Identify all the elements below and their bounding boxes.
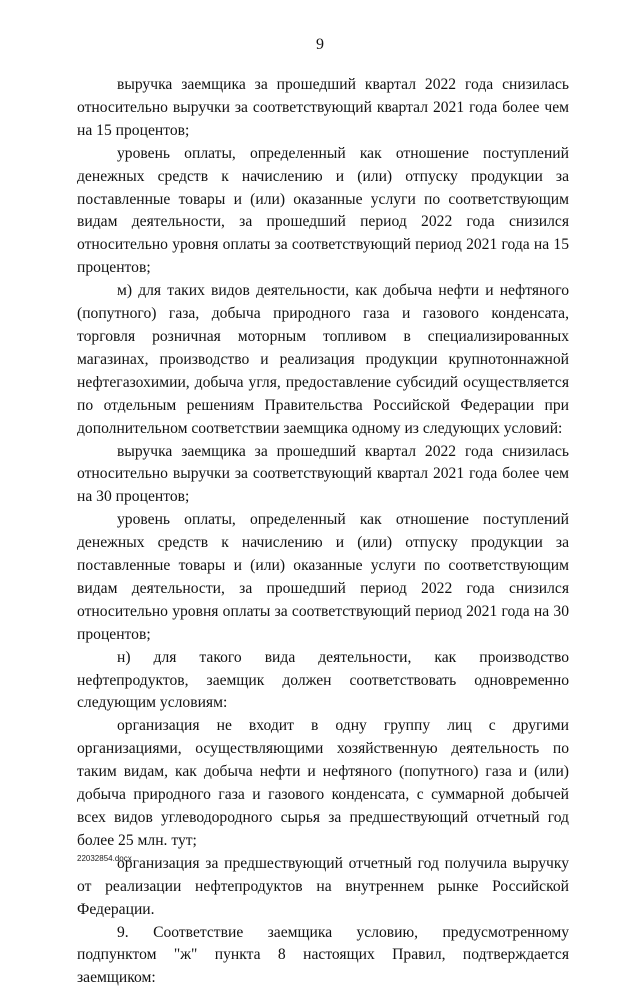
page-number: 9 xyxy=(316,36,324,53)
footer-document-code: 22032854.docx xyxy=(77,854,132,863)
document-body xyxy=(77,74,569,990)
paragraph: организация за предшествующий отчетный год получила выручку от реализации нефтепродуктов на внутреннем рынке Российской Федерации. xyxy=(77,854,569,918)
paragraph: организация не входит в одну группу лиц с другими организациями, осуществляющими хозяйственную деятельность по таким видам, как добыча нефти и нефтяного (попутного) газа и (или) добыча природного газа и газового конденсата, с суммарной добычей всех видов углеводородного сырья за предшествующий отчетный год более 25 млн. тут; xyxy=(77,717,569,849)
paragraph: выручка заемщика за прошедший квартал 2022 года снизилась относительно выручки за соответствующий квартал 2021 года более чем на 15 процентов; xyxy=(77,76,569,139)
paragraph: выручка заемщика за прошедший квартал 2022 года снизилась относительно выручки за соответствующий квартал 2021 года более чем на 30 процентов; xyxy=(77,442,569,506)
paragraph: уровень оплаты, определенный как отношение поступлений денежных средств к начислению и (или) отпуску продукции за поставленные товары и (или) оказанные услуги по соответствующим видам деятельности, за прошедший период 2022 года снизился относительно уровня оплаты за соответствующий период 2021 года на 30 процентов; xyxy=(77,511,569,643)
paragraph: м) для таких видов деятельности, как добыча нефти и нефтяного (попутного) газа, добыча природного газа и газового конденсата, торговля розничная моторным топливом в специализированных магазинах, производство и реализация продукции крупнотоннажной нефтегазохимии, добыча угля, предоставление субсидий осуществляется по отдельным решениям Правительства Российской Федерации при дополнительном соответствии заемщика одному из следующих условий: xyxy=(77,282,569,437)
paragraph: н) для такого вида деятельности, как производство нефтепродуктов, заемщик должен соответствовать одновременно следующим условиям: xyxy=(77,648,569,712)
paragraph: 9. Соответствие заемщика условию, предусмотренному подпунктом "ж" пункта 8 настоящих Правил, подтверждается заемщиком: xyxy=(77,923,569,987)
paragraph: уровень оплаты, определенный как отношение поступлений денежных средств к начислению и (или) отпуску продукции за поставленные товары и (или) оказанные услуги по соответствующим видам деятельности, за прошедший период 2022 года снизился относительно уровня оплаты за соответствующий период 2021 года на 15 процентов; xyxy=(77,144,569,277)
